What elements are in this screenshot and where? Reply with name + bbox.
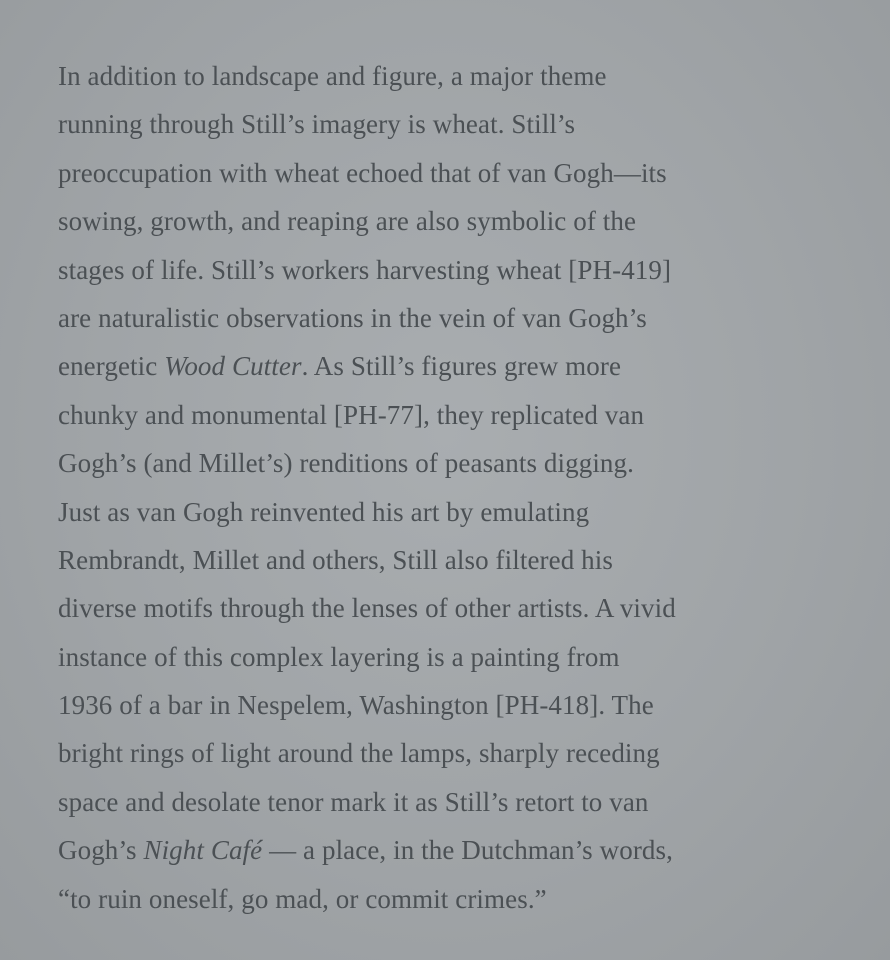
text-line: Just as van Gogh reinvented his art by emulating <box>58 496 590 527</box>
text-line: Gogh’s (and Millet’s) renditions of peasants digging. <box>58 448 634 479</box>
text-line: energetic Wood Cutter. As Still’s figures grew more <box>58 351 622 382</box>
artwork-title-italic: Night Café <box>143 835 263 866</box>
text-line: stages of life. Still’s workers harvesting wheat [PH-419] <box>58 254 672 285</box>
text-line: instance of this complex layering is a painting from <box>58 641 620 672</box>
text-line: Gogh’s Night Café — a place, in the Dutchman’s words, <box>58 835 673 866</box>
text-line: space and desolate tenor mark it as Still’s retort to van <box>58 786 649 817</box>
text-line: preoccupation with wheat echoed that of van Gogh—its <box>58 157 667 188</box>
wall-text-paragraph <box>58 52 868 923</box>
text-line: In addition to landscape and figure, a major theme <box>58 61 607 91</box>
text-line: sowing, growth, and reaping are also symbolic of the <box>58 206 637 237</box>
text-line: running through Still’s imagery is wheat. Still’s <box>58 109 576 140</box>
text-line: bright rings of light around the lamps, sharply receding <box>58 738 660 769</box>
artwork-title-italic: Wood Cutter <box>164 351 302 382</box>
text-line: “to ruin oneself, go mad, or commit crimes.” <box>58 883 547 914</box>
text-line: 1936 of a bar in Nespelem, Washington [PH-418]. The <box>58 690 654 721</box>
text-line: diverse motifs through the lenses of other artists. A vivid <box>58 593 676 624</box>
text-line: Rembrandt, Millet and others, Still also filtered his <box>58 544 613 575</box>
text-line: chunky and monumental [PH-77], they replicated van <box>58 399 645 430</box>
text-line: are naturalistic observations in the vein of van Gogh’s <box>58 302 647 333</box>
